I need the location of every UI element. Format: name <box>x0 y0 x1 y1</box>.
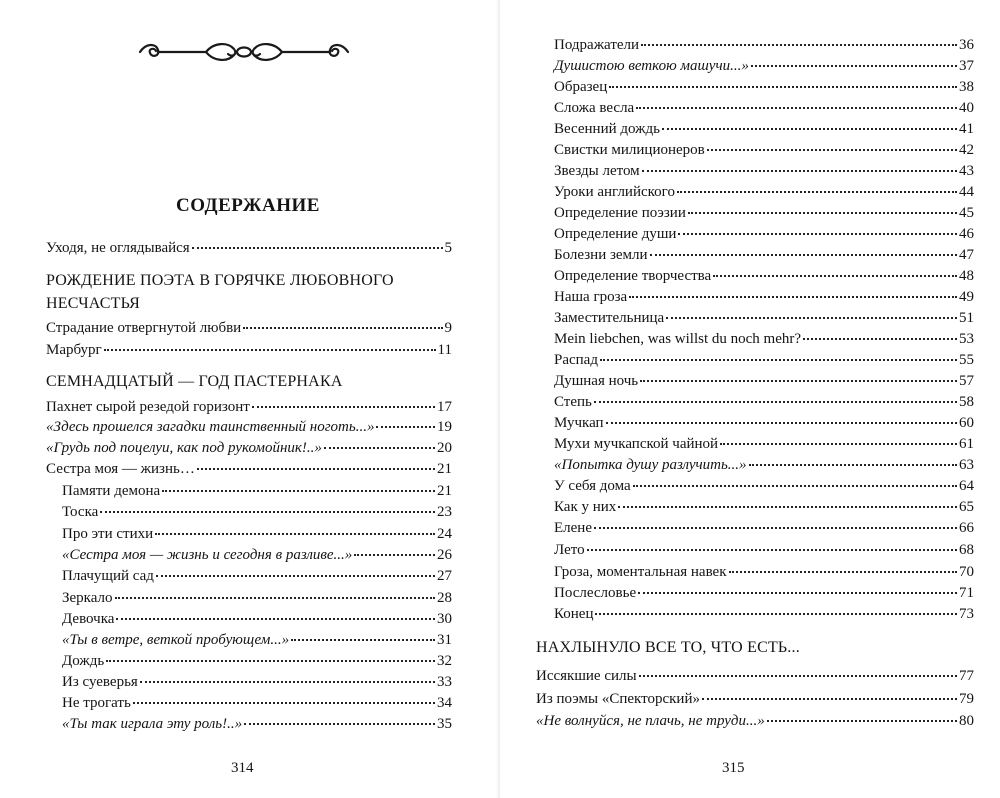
toc-entry[interactable] <box>554 476 974 496</box>
dot-leader <box>115 593 435 599</box>
toc-entry[interactable] <box>536 711 974 731</box>
entry-page-number: 44 <box>959 184 974 200</box>
dot-leader <box>162 486 435 492</box>
contents-heading: СОДЕРЖАНИЕ <box>176 195 320 216</box>
section-title-line: НЕСЧАСТЬЯ <box>46 295 141 312</box>
entry-title: Весенний дождь <box>554 121 660 137</box>
entry-title: Душистою веткою машучи...» <box>554 58 749 74</box>
entry-page-number: 65 <box>959 499 974 515</box>
entry-page-number: 73 <box>959 606 974 622</box>
dot-leader <box>641 40 957 46</box>
dot-leader <box>633 481 957 487</box>
dot-leader <box>192 243 443 249</box>
entry-page-number: 58 <box>959 394 974 410</box>
entry-page-number: 32 <box>437 653 452 669</box>
toc-entry[interactable] <box>554 98 974 118</box>
entry-title: Определение творчества <box>554 268 712 284</box>
ornament-flourish-icon <box>136 37 352 67</box>
entry-title: «Не волнуйся, не плачь, не труди...» <box>536 713 765 729</box>
entry-page-number: 40 <box>959 100 974 116</box>
entry-title: Распад <box>554 352 598 368</box>
entry-title: Иссякшие силы <box>536 668 637 684</box>
entry-page-number: 37 <box>959 58 974 74</box>
toc-entry[interactable] <box>62 651 452 671</box>
entry-title: Мучкап <box>554 415 604 431</box>
entry-page-number: 28 <box>437 590 452 606</box>
entry-page-number: 64 <box>959 478 974 494</box>
entry-page-number: 17 <box>437 399 452 415</box>
entry-page-number: 70 <box>959 564 974 580</box>
entry-page-number: 34 <box>437 695 452 711</box>
section-title <box>536 636 800 659</box>
entry-page-number: 48 <box>959 268 974 284</box>
dot-leader <box>140 677 435 683</box>
dot-leader <box>252 402 435 408</box>
entry-page-number: 30 <box>437 611 452 627</box>
toc-entry[interactable] <box>554 266 974 286</box>
entry-title: Марбург <box>46 342 102 358</box>
entry-title: Мухи мучкапской чайной <box>554 436 719 452</box>
page-number: 315 <box>722 760 745 776</box>
toc-entry[interactable] <box>554 224 974 244</box>
entry-page-number: 35 <box>437 716 452 732</box>
toc-entry[interactable] <box>62 524 452 544</box>
entry-title: «Ты так играла эту роль!..» <box>62 716 243 732</box>
entry-title: Уроки английского <box>554 184 675 200</box>
dot-leader <box>729 567 957 573</box>
entry-page-number: 21 <box>437 461 452 477</box>
entry-page-number: 41 <box>959 121 974 137</box>
entry-page-number: 42 <box>959 142 974 158</box>
toc-entry[interactable] <box>554 540 974 560</box>
entry-title: Определение души <box>554 226 677 242</box>
entry-title: Звезды летом <box>554 163 640 179</box>
toc-entry[interactable] <box>554 434 974 454</box>
dot-leader <box>106 656 435 662</box>
entry-title: Девочка <box>62 611 115 627</box>
toc-entry[interactable] <box>46 238 452 258</box>
toc-entry[interactable] <box>554 329 974 349</box>
dot-leader <box>155 529 435 535</box>
dot-leader <box>244 719 435 725</box>
entry-title: Памяти демона <box>62 483 161 499</box>
entry-title: Страдание отвергнутой любви <box>46 320 242 336</box>
entry-title: Сестра моя — жизнь… <box>46 461 195 477</box>
dot-leader <box>749 460 957 466</box>
entry-page-number: 27 <box>437 568 452 584</box>
entry-title: У себя дома <box>554 478 631 494</box>
entry-title: Про эти стихи <box>62 526 154 542</box>
section-title <box>46 269 394 315</box>
toc-entry[interactable] <box>554 455 974 475</box>
dot-leader <box>618 502 957 508</box>
entry-page-number: 57 <box>959 373 974 389</box>
entry-page-number: 49 <box>959 289 974 305</box>
entry-page-number: 19 <box>437 419 452 435</box>
toc-entry[interactable] <box>62 672 452 692</box>
toc-entry[interactable] <box>554 245 974 265</box>
toc-entry[interactable] <box>46 397 452 417</box>
toc-entry[interactable] <box>554 371 974 391</box>
toc-entry[interactable] <box>554 287 974 307</box>
entry-title: Зеркало <box>62 590 113 606</box>
entry-page-number: 33 <box>437 674 452 690</box>
entry-title: Как у них <box>554 499 617 515</box>
dot-leader <box>354 550 435 556</box>
toc-entry[interactable] <box>62 545 452 565</box>
entry-page-number: 47 <box>959 247 974 263</box>
entry-page-number: 61 <box>959 436 974 452</box>
entry-title: Душная ночь <box>554 373 639 389</box>
entry-title: Из суеверья <box>62 674 138 690</box>
toc-entry[interactable] <box>62 588 452 608</box>
dot-leader <box>629 292 957 298</box>
toc-entry[interactable] <box>46 417 452 437</box>
toc-entry[interactable] <box>554 583 974 603</box>
toc-entry[interactable] <box>554 413 974 433</box>
toc-entry[interactable] <box>536 689 974 709</box>
dot-leader <box>595 609 957 615</box>
entry-title: Конец <box>554 606 594 622</box>
entry-title: Сложа весла <box>554 100 635 116</box>
entry-title: Болезни земли <box>554 247 648 263</box>
entry-title: Mein liebchen, was willst du noch mehr? <box>554 331 802 347</box>
toc-entry[interactable] <box>62 693 452 713</box>
dot-leader <box>594 397 957 403</box>
entry-title: «Грудь под поцелуи, как под рукомойник!..» <box>46 440 322 456</box>
entry-title: Гроза, моментальная навек <box>554 564 727 580</box>
dot-leader <box>156 571 435 577</box>
toc-entry[interactable] <box>554 203 974 223</box>
toc-entry[interactable] <box>62 714 452 734</box>
entry-title: Лето <box>554 542 585 558</box>
section-title-line: РОЖДЕНИЕ ПОЭТА В ГОРЯЧКЕ ЛЮБОВНОГО <box>46 272 394 289</box>
dot-leader <box>197 464 435 470</box>
entry-page-number: 5 <box>444 240 452 256</box>
section-title-line: НАХЛЫНУЛО ВСЕ ТО, ЧТО ЕСТЬ... <box>536 639 800 656</box>
toc-entry[interactable] <box>554 308 974 328</box>
dot-leader <box>678 229 957 235</box>
toc-entry[interactable] <box>536 666 974 686</box>
entry-page-number: 79 <box>959 691 974 707</box>
entry-page-number: 53 <box>959 331 974 347</box>
dot-leader <box>609 82 957 88</box>
entry-title: Подражатели <box>554 37 640 53</box>
entry-title: Наша гроза <box>554 289 628 305</box>
toc-entry[interactable] <box>46 438 452 458</box>
toc-entry[interactable] <box>554 182 974 202</box>
entry-title: Из поэмы «Спекторский» <box>536 691 700 707</box>
entry-page-number: 43 <box>959 163 974 179</box>
entry-title: Заместительница <box>554 310 665 326</box>
toc-entry[interactable] <box>554 56 974 76</box>
entry-title: Определение поэзии <box>554 205 686 221</box>
entry-page-number: 71 <box>959 585 974 601</box>
section-title-line: СЕМНАДЦАТЫЙ — ГОД ПАСТЕРНАКА <box>46 373 343 390</box>
page-number: 314 <box>231 760 254 776</box>
dot-leader <box>666 313 957 319</box>
entry-page-number: 9 <box>444 320 452 336</box>
dot-leader <box>594 523 957 529</box>
entry-page-number: 68 <box>959 542 974 558</box>
entry-title: «Попытка душу разлучить...» <box>554 457 747 473</box>
entry-title: Не трогать <box>62 695 131 711</box>
dot-leader <box>600 355 957 361</box>
toc-entry[interactable] <box>46 340 452 360</box>
toc-entry[interactable] <box>62 566 452 586</box>
toc-entry[interactable] <box>554 562 974 582</box>
dot-leader <box>650 250 957 256</box>
dot-leader <box>324 443 435 449</box>
entry-title: Послесловье <box>554 585 637 601</box>
dot-leader <box>243 323 442 329</box>
entry-page-number: 23 <box>437 504 452 520</box>
entry-page-number: 63 <box>959 457 974 473</box>
entry-title: Плачущий сад <box>62 568 154 584</box>
entry-title: Тоска <box>62 504 99 520</box>
dot-leader <box>707 145 957 151</box>
section-title <box>46 370 343 393</box>
toc-entry[interactable] <box>554 161 974 181</box>
dot-leader <box>640 376 957 382</box>
toc-entry[interactable] <box>554 119 974 139</box>
entry-page-number: 38 <box>959 79 974 95</box>
entry-page-number: 77 <box>959 668 974 684</box>
toc-entry[interactable] <box>46 318 452 338</box>
entry-title: Елене <box>554 520 592 536</box>
entry-page-number: 60 <box>959 415 974 431</box>
right-page <box>500 0 1000 798</box>
dot-leader <box>100 507 435 513</box>
entry-title: Свистки милиционеров <box>554 142 705 158</box>
toc-entry[interactable] <box>554 604 974 624</box>
entry-page-number: 66 <box>959 520 974 536</box>
toc-entry[interactable] <box>554 497 974 517</box>
entry-page-number: 80 <box>959 713 974 729</box>
entry-title: Степь <box>554 394 592 410</box>
entry-page-number: 45 <box>959 205 974 221</box>
dot-leader <box>642 166 957 172</box>
dot-leader <box>688 208 957 214</box>
toc-entry[interactable] <box>62 630 452 650</box>
dot-leader <box>803 334 957 340</box>
entry-page-number: 46 <box>959 226 974 242</box>
dot-leader <box>662 124 957 130</box>
entry-title: «Ты в ветре, веткой пробующем...» <box>62 632 290 648</box>
toc-entry[interactable] <box>554 350 974 370</box>
entry-page-number: 55 <box>959 352 974 368</box>
dot-leader <box>720 439 957 445</box>
dot-leader <box>639 671 957 677</box>
entry-page-number: 26 <box>437 547 452 563</box>
entry-page-number: 20 <box>437 440 452 456</box>
dot-leader <box>606 418 957 424</box>
dot-leader <box>638 588 957 594</box>
entry-title: Образец <box>554 79 608 95</box>
toc-entry[interactable] <box>62 481 452 501</box>
entry-page-number: 36 <box>959 37 974 53</box>
toc-entry[interactable] <box>46 459 452 479</box>
entry-title: «Сестра моя — жизнь и сегодня в разливе...» <box>62 547 353 563</box>
dot-leader <box>702 694 957 700</box>
entry-page-number: 24 <box>437 526 452 542</box>
entry-title: Пахнет сырой резедой горизонт <box>46 399 250 415</box>
dot-leader <box>116 614 435 620</box>
dot-leader <box>636 103 957 109</box>
toc-entry[interactable] <box>554 392 974 412</box>
entry-page-number: 21 <box>437 483 452 499</box>
entry-title: Дождь <box>62 653 105 669</box>
dot-leader <box>133 698 435 704</box>
toc-entry[interactable] <box>62 502 452 522</box>
entry-page-number: 31 <box>437 632 452 648</box>
toc-entry[interactable] <box>554 35 974 55</box>
entry-title: «Здесь прошелся загадки таинственный ноготь...» <box>46 419 375 435</box>
dot-leader <box>713 271 957 277</box>
toc-entry[interactable] <box>554 140 974 160</box>
dot-leader <box>677 187 957 193</box>
entry-page-number: 11 <box>437 342 452 358</box>
dot-leader <box>767 716 957 722</box>
dot-leader <box>751 61 957 67</box>
entry-title: Уходя, не оглядывайся <box>46 240 190 256</box>
dot-leader <box>291 635 435 641</box>
dot-leader <box>376 422 435 428</box>
entry-page-number: 51 <box>959 310 974 326</box>
toc-entry[interactable] <box>554 77 974 97</box>
dot-leader <box>104 345 436 351</box>
toc-entry[interactable] <box>62 609 452 629</box>
dot-leader <box>587 545 957 551</box>
toc-entry[interactable] <box>554 518 974 538</box>
